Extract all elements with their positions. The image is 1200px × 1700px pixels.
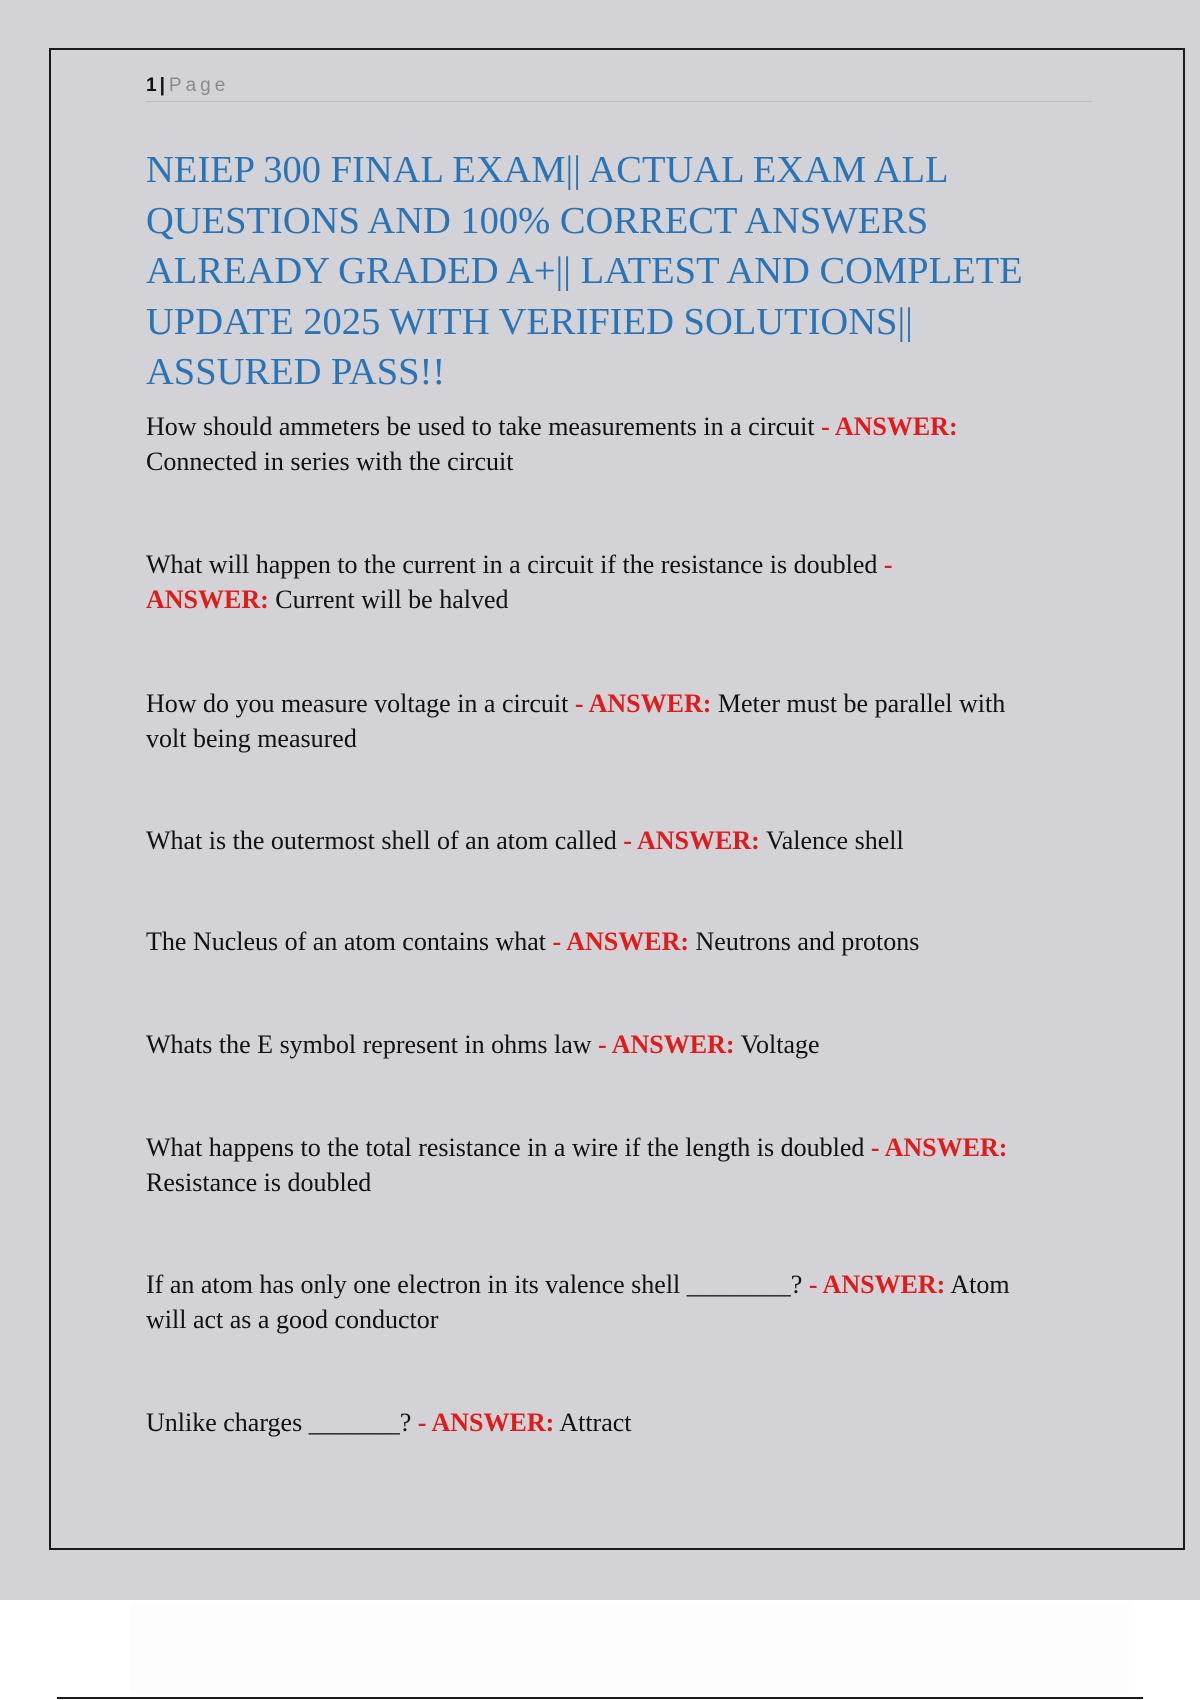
question-text: What is the outermost shell of an atom called <box>146 826 617 855</box>
page-separator: | <box>159 75 165 96</box>
qa-item <box>146 1405 1092 1440</box>
next-page-rule <box>57 1697 1143 1699</box>
answer-label: - ANSWER: <box>870 1133 1008 1162</box>
document-title: NEIEP 300 FINAL EXAM|| ACTUAL EXAM ALL QUESTIONS AND 100% CORRECT ANSWERS ALREADY GRADED A+|| LATEST AND COMPLETE UPDATE 2025 WITH VERIFIED SOLUTIONS|| ASSURED PASS!! <box>146 149 1023 393</box>
next-page-area <box>130 1604 1130 1694</box>
answer-text: Attract <box>559 1408 632 1437</box>
qa-item <box>146 686 1092 756</box>
question-text: What happens to the total resistance in a wire if the length is doubled <box>146 1133 865 1162</box>
question-text: Unlike charges _______? <box>146 1408 412 1437</box>
answer-label: - ANSWER: <box>417 1408 555 1437</box>
qa-item <box>146 409 1092 479</box>
page-word: Page <box>168 75 230 96</box>
qa-item <box>146 924 1092 959</box>
question-text: The Nucleus of an atom contains what <box>146 927 546 956</box>
answer-text: Atom will act as a good conductor <box>146 1270 1010 1334</box>
question-text: How should ammeters be used to take measurements in a circuit <box>146 412 815 441</box>
answer-label: - ANSWER: <box>821 412 958 441</box>
page-number: 1 <box>146 75 157 96</box>
qa-item <box>146 1027 1092 1062</box>
answer-text: Connected in series with the circuit <box>146 447 514 476</box>
page-header <box>146 74 1092 102</box>
question-text: Whats the E symbol represent in ohms law <box>146 1030 592 1059</box>
qa-item <box>146 1130 1092 1200</box>
qa-item <box>146 823 1092 858</box>
answer-label: - ANSWER: <box>552 927 690 956</box>
question-text: If an atom has only one electron in its valence shell ________? <box>146 1270 803 1299</box>
question-text: What will happen to the current in a circuit if the resistance is doubled <box>146 550 878 579</box>
qa-item <box>146 1267 1092 1337</box>
answer-text: Resistance is doubled <box>146 1168 372 1197</box>
answer-text: Valence shell <box>765 826 904 855</box>
answer-text: Meter must be parallel with volt being measured <box>146 689 1006 753</box>
answer-label: - ANSWER: <box>598 1030 735 1059</box>
answer-text: Current will be halved <box>275 585 509 614</box>
question-text: How do you measure voltage in a circuit <box>146 689 569 718</box>
answer-text: Voltage <box>740 1030 820 1059</box>
answer-label: - ANSWER: <box>623 826 760 855</box>
qa-item <box>146 547 1092 617</box>
answer-label: - ANSWER: <box>808 1270 946 1299</box>
answer-text: Neutrons and protons <box>695 927 920 956</box>
answer-label: - ANSWER: <box>146 550 893 614</box>
answer-label: - ANSWER: <box>574 689 712 718</box>
